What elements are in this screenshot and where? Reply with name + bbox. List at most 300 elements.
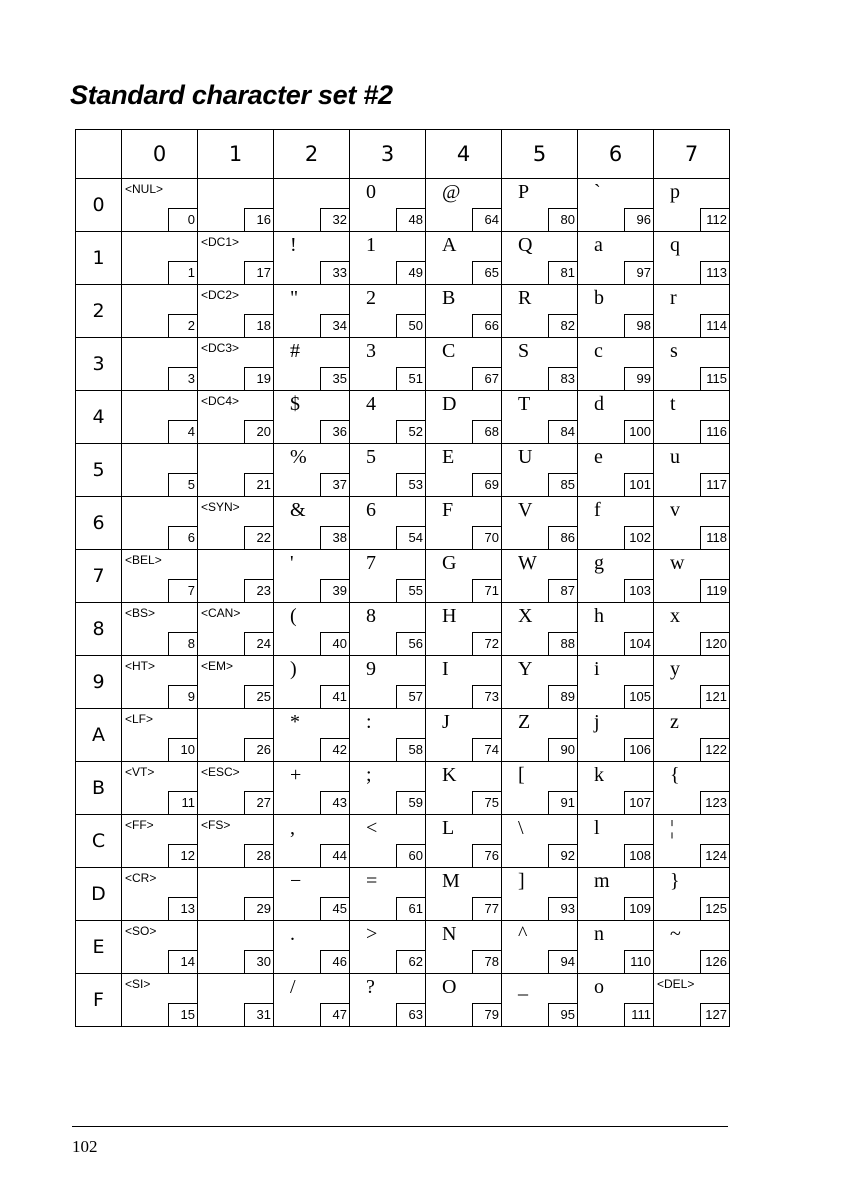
char-code-box: 15 bbox=[168, 1003, 198, 1027]
row-header-9: 9 bbox=[76, 656, 122, 709]
char-cell bbox=[350, 762, 426, 815]
table-row bbox=[76, 550, 730, 603]
char-code-box: 82 bbox=[548, 314, 578, 338]
char-glyph: I bbox=[442, 658, 449, 680]
char-glyph: _ bbox=[518, 976, 528, 998]
char-glyph: W bbox=[518, 552, 537, 574]
char-code-box: 25 bbox=[244, 685, 274, 709]
char-code-box: 113 bbox=[700, 261, 730, 285]
table-row bbox=[76, 921, 730, 974]
char-glyph: h bbox=[594, 605, 604, 627]
char-code-box: 59 bbox=[396, 791, 426, 815]
char-cell bbox=[426, 603, 502, 656]
char-code-box: 70 bbox=[472, 526, 502, 550]
char-glyph: # bbox=[290, 340, 300, 362]
char-cell bbox=[578, 497, 654, 550]
char-glyph: <SI> bbox=[125, 977, 151, 991]
char-code-box: 17 bbox=[244, 261, 274, 285]
char-glyph: d bbox=[594, 393, 604, 415]
char-glyph: 7 bbox=[366, 552, 376, 574]
char-cell bbox=[502, 550, 578, 603]
table-row bbox=[76, 285, 730, 338]
char-glyph: 6 bbox=[366, 499, 376, 521]
char-cell bbox=[274, 974, 350, 1027]
character-set-table bbox=[75, 129, 730, 1027]
char-glyph: < bbox=[366, 817, 378, 839]
column-header-6: 6 bbox=[578, 130, 654, 179]
char-glyph: <SYN> bbox=[201, 500, 240, 514]
char-code-box: 14 bbox=[168, 950, 198, 974]
char-cell bbox=[350, 444, 426, 497]
char-code-box: 114 bbox=[700, 314, 730, 338]
char-code-box: 47 bbox=[320, 1003, 350, 1027]
char-code-box: 63 bbox=[396, 1003, 426, 1027]
char-glyph: m bbox=[594, 870, 610, 892]
char-code-box: 103 bbox=[624, 579, 654, 603]
char-cell bbox=[350, 391, 426, 444]
char-code-box: 73 bbox=[472, 685, 502, 709]
char-code-box: 6 bbox=[168, 526, 198, 550]
char-cell bbox=[350, 921, 426, 974]
row-header-b: B bbox=[76, 762, 122, 815]
table-row bbox=[76, 974, 730, 1027]
char-glyph: G bbox=[442, 552, 457, 574]
char-code-box: 119 bbox=[700, 579, 730, 603]
char-code-box: 32 bbox=[320, 208, 350, 232]
char-code-box: 9 bbox=[168, 685, 198, 709]
char-code-box: 71 bbox=[472, 579, 502, 603]
char-code-box: 1 bbox=[168, 261, 198, 285]
char-code-box: 21 bbox=[244, 473, 274, 497]
char-code-box: 87 bbox=[548, 579, 578, 603]
char-cell bbox=[426, 921, 502, 974]
table-row bbox=[76, 868, 730, 921]
char-cell bbox=[350, 815, 426, 868]
char-cell bbox=[578, 974, 654, 1027]
char-code-box: 77 bbox=[472, 897, 502, 921]
row-header-d: D bbox=[76, 868, 122, 921]
char-code-box: 62 bbox=[396, 950, 426, 974]
table-row bbox=[76, 709, 730, 762]
char-cell bbox=[350, 338, 426, 391]
char-cell bbox=[122, 974, 198, 1027]
char-cell bbox=[122, 868, 198, 921]
char-glyph: X bbox=[518, 605, 533, 627]
char-code-box: 0 bbox=[168, 208, 198, 232]
char-code-box: 36 bbox=[320, 420, 350, 444]
char-cell bbox=[426, 550, 502, 603]
char-cell bbox=[350, 497, 426, 550]
char-glyph: ( bbox=[290, 605, 297, 627]
char-cell bbox=[198, 656, 274, 709]
char-glyph: ¦ bbox=[670, 817, 675, 839]
char-code-box: 127 bbox=[700, 1003, 730, 1027]
char-cell bbox=[198, 497, 274, 550]
char-glyph: ] bbox=[518, 870, 525, 892]
char-cell bbox=[426, 868, 502, 921]
char-code-box: 125 bbox=[700, 897, 730, 921]
char-glyph: $ bbox=[290, 393, 300, 415]
char-cell bbox=[654, 656, 730, 709]
char-glyph: C bbox=[442, 340, 456, 362]
char-code-box: 45 bbox=[320, 897, 350, 921]
char-cell bbox=[502, 497, 578, 550]
row-header-f: F bbox=[76, 974, 122, 1027]
char-cell bbox=[350, 179, 426, 232]
char-cell bbox=[502, 656, 578, 709]
char-cell bbox=[578, 338, 654, 391]
char-glyph: u bbox=[670, 446, 680, 468]
char-code-box: 51 bbox=[396, 367, 426, 391]
char-cell bbox=[654, 285, 730, 338]
char-glyph: r bbox=[670, 287, 677, 309]
char-glyph: <BEL> bbox=[125, 553, 162, 567]
char-glyph: p bbox=[670, 181, 680, 203]
row-header-0: 0 bbox=[76, 179, 122, 232]
char-cell bbox=[274, 285, 350, 338]
char-cell bbox=[426, 444, 502, 497]
char-cell bbox=[654, 338, 730, 391]
char-glyph: * bbox=[290, 711, 300, 733]
char-code-box: 124 bbox=[700, 844, 730, 868]
table-row bbox=[76, 762, 730, 815]
char-cell bbox=[274, 762, 350, 815]
char-code-box: 46 bbox=[320, 950, 350, 974]
char-code-box: 105 bbox=[624, 685, 654, 709]
char-glyph: % bbox=[290, 446, 307, 468]
char-code-box: 43 bbox=[320, 791, 350, 815]
char-glyph: o bbox=[594, 976, 604, 998]
char-glyph: ; bbox=[366, 764, 372, 786]
char-code-box: 104 bbox=[624, 632, 654, 656]
char-code-box: 100 bbox=[624, 420, 654, 444]
char-glyph: <VT> bbox=[125, 765, 155, 779]
char-code-box: 72 bbox=[472, 632, 502, 656]
char-glyph: K bbox=[442, 764, 457, 786]
table-row bbox=[76, 232, 730, 285]
char-code-box: 123 bbox=[700, 791, 730, 815]
row-header-2: 2 bbox=[76, 285, 122, 338]
char-cell bbox=[122, 444, 198, 497]
char-cell bbox=[578, 762, 654, 815]
char-cell bbox=[578, 179, 654, 232]
char-cell bbox=[198, 921, 274, 974]
char-glyph: v bbox=[670, 499, 680, 521]
table-row bbox=[76, 444, 730, 497]
char-cell bbox=[122, 391, 198, 444]
char-code-box: 101 bbox=[624, 473, 654, 497]
char-cell bbox=[654, 179, 730, 232]
char-cell bbox=[502, 391, 578, 444]
char-glyph: x bbox=[670, 605, 680, 627]
char-glyph: Y bbox=[518, 658, 533, 680]
char-cell bbox=[198, 179, 274, 232]
row-header-4: 4 bbox=[76, 391, 122, 444]
char-code-box: 23 bbox=[244, 579, 274, 603]
char-code-box: 106 bbox=[624, 738, 654, 762]
char-glyph: <BS> bbox=[125, 606, 156, 620]
row-header-e: E bbox=[76, 921, 122, 974]
char-cell bbox=[578, 656, 654, 709]
char-code-box: 92 bbox=[548, 844, 578, 868]
char-code-box: 33 bbox=[320, 261, 350, 285]
char-cell bbox=[350, 603, 426, 656]
char-glyph: : bbox=[366, 711, 372, 733]
char-glyph: <LF> bbox=[125, 712, 154, 726]
char-glyph: + bbox=[290, 764, 302, 786]
char-code-box: 96 bbox=[624, 208, 654, 232]
char-cell bbox=[122, 550, 198, 603]
char-glyph: <DC3> bbox=[201, 341, 240, 355]
table-row bbox=[76, 179, 730, 232]
char-glyph: ) bbox=[290, 658, 297, 680]
char-cell bbox=[578, 232, 654, 285]
char-cell bbox=[274, 179, 350, 232]
char-glyph: w bbox=[670, 552, 685, 574]
char-code-box: 10 bbox=[168, 738, 198, 762]
char-glyph: [ bbox=[518, 764, 525, 786]
char-glyph: <ESC> bbox=[201, 765, 240, 779]
char-glyph: a bbox=[594, 234, 603, 256]
table-row bbox=[76, 497, 730, 550]
column-header-3: 3 bbox=[350, 130, 426, 179]
char-cell bbox=[122, 603, 198, 656]
char-cell bbox=[274, 656, 350, 709]
char-code-box: 22 bbox=[244, 526, 274, 550]
char-code-box: 99 bbox=[624, 367, 654, 391]
char-cell bbox=[502, 338, 578, 391]
char-glyph: f bbox=[594, 499, 601, 521]
char-cell bbox=[578, 868, 654, 921]
char-cell bbox=[274, 550, 350, 603]
char-cell bbox=[198, 444, 274, 497]
char-glyph: { bbox=[670, 764, 680, 786]
char-code-box: 49 bbox=[396, 261, 426, 285]
char-code-box: 94 bbox=[548, 950, 578, 974]
char-code-box: 118 bbox=[700, 526, 730, 550]
char-cell bbox=[198, 868, 274, 921]
char-cell bbox=[654, 921, 730, 974]
char-cell bbox=[502, 444, 578, 497]
row-header-6: 6 bbox=[76, 497, 122, 550]
char-glyph: ? bbox=[366, 976, 375, 998]
char-cell bbox=[122, 232, 198, 285]
char-cell bbox=[274, 497, 350, 550]
char-cell bbox=[198, 232, 274, 285]
char-cell bbox=[426, 497, 502, 550]
row-header-3: 3 bbox=[76, 338, 122, 391]
char-cell bbox=[274, 444, 350, 497]
char-glyph: <DC2> bbox=[201, 288, 240, 302]
char-glyph: <HT> bbox=[125, 659, 156, 673]
char-glyph: <DC4> bbox=[201, 394, 240, 408]
column-header-1: 1 bbox=[198, 130, 274, 179]
char-code-box: 2 bbox=[168, 314, 198, 338]
char-glyph: B bbox=[442, 287, 456, 309]
page-title: Standard character set #2 bbox=[70, 80, 393, 110]
char-code-box: 110 bbox=[624, 950, 654, 974]
char-cell bbox=[426, 974, 502, 1027]
char-glyph: <CAN> bbox=[201, 606, 241, 620]
char-cell bbox=[274, 603, 350, 656]
char-code-box: 108 bbox=[624, 844, 654, 868]
char-cell bbox=[426, 285, 502, 338]
char-cell bbox=[654, 603, 730, 656]
char-code-box: 107 bbox=[624, 791, 654, 815]
char-code-box: 16 bbox=[244, 208, 274, 232]
table-row bbox=[76, 656, 730, 709]
char-glyph: T bbox=[518, 393, 531, 415]
char-glyph: <CR> bbox=[125, 871, 157, 885]
char-cell bbox=[122, 815, 198, 868]
char-code-box: 97 bbox=[624, 261, 654, 285]
column-header-4: 4 bbox=[426, 130, 502, 179]
char-glyph: ` bbox=[594, 181, 601, 203]
char-code-box: 50 bbox=[396, 314, 426, 338]
table-row bbox=[76, 338, 730, 391]
char-glyph: ^ bbox=[518, 923, 528, 945]
char-cell bbox=[274, 391, 350, 444]
char-code-box: 38 bbox=[320, 526, 350, 550]
char-glyph: c bbox=[594, 340, 603, 362]
char-cell bbox=[350, 868, 426, 921]
char-cell bbox=[578, 603, 654, 656]
row-header-1: 1 bbox=[76, 232, 122, 285]
char-cell bbox=[122, 762, 198, 815]
char-code-box: 54 bbox=[396, 526, 426, 550]
char-glyph: , bbox=[290, 817, 295, 839]
char-glyph: H bbox=[442, 605, 457, 627]
char-code-box: 19 bbox=[244, 367, 274, 391]
char-glyph: M bbox=[442, 870, 460, 892]
char-cell bbox=[198, 338, 274, 391]
char-code-box: 30 bbox=[244, 950, 274, 974]
char-code-box: 93 bbox=[548, 897, 578, 921]
char-cell bbox=[654, 232, 730, 285]
char-code-box: 89 bbox=[548, 685, 578, 709]
char-code-box: 40 bbox=[320, 632, 350, 656]
char-code-box: 69 bbox=[472, 473, 502, 497]
char-code-box: 74 bbox=[472, 738, 502, 762]
char-code-box: 122 bbox=[700, 738, 730, 762]
char-cell bbox=[426, 391, 502, 444]
column-header-7: 7 bbox=[654, 130, 730, 179]
char-glyph: = bbox=[366, 870, 378, 892]
char-code-box: 48 bbox=[396, 208, 426, 232]
char-glyph: Z bbox=[518, 711, 531, 733]
char-glyph: − bbox=[290, 870, 302, 892]
char-cell bbox=[122, 338, 198, 391]
char-cell bbox=[502, 815, 578, 868]
page-number: 102 bbox=[72, 1137, 98, 1156]
footer-rule bbox=[72, 1126, 728, 1127]
char-code-box: 34 bbox=[320, 314, 350, 338]
char-glyph: D bbox=[442, 393, 457, 415]
char-glyph: s bbox=[670, 340, 678, 362]
table-row bbox=[76, 815, 730, 868]
char-code-box: 29 bbox=[244, 897, 274, 921]
char-code-box: 98 bbox=[624, 314, 654, 338]
char-glyph: 0 bbox=[366, 181, 376, 203]
char-cell bbox=[502, 974, 578, 1027]
table-row bbox=[76, 391, 730, 444]
char-cell bbox=[350, 709, 426, 762]
char-code-box: 65 bbox=[472, 261, 502, 285]
char-cell bbox=[502, 709, 578, 762]
char-code-box: 20 bbox=[244, 420, 274, 444]
char-cell bbox=[502, 762, 578, 815]
char-cell bbox=[350, 974, 426, 1027]
row-header-a: A bbox=[76, 709, 122, 762]
char-code-box: 121 bbox=[700, 685, 730, 709]
char-glyph: 1 bbox=[366, 234, 376, 256]
char-cell bbox=[502, 921, 578, 974]
char-cell bbox=[502, 285, 578, 338]
char-cell bbox=[654, 444, 730, 497]
char-code-box: 26 bbox=[244, 738, 274, 762]
char-code-box: 88 bbox=[548, 632, 578, 656]
char-code-box: 13 bbox=[168, 897, 198, 921]
char-glyph: & bbox=[290, 499, 306, 521]
char-cell bbox=[502, 232, 578, 285]
char-code-box: 44 bbox=[320, 844, 350, 868]
char-code-box: 84 bbox=[548, 420, 578, 444]
char-glyph: z bbox=[670, 711, 679, 733]
char-cell bbox=[426, 815, 502, 868]
char-cell bbox=[198, 974, 274, 1027]
char-glyph: . bbox=[290, 923, 295, 945]
char-glyph: ~ bbox=[670, 923, 681, 945]
char-cell bbox=[502, 603, 578, 656]
char-glyph: 9 bbox=[366, 658, 376, 680]
char-glyph: \ bbox=[518, 817, 524, 839]
char-cell bbox=[426, 179, 502, 232]
char-glyph: R bbox=[518, 287, 532, 309]
char-glyph: @ bbox=[442, 181, 461, 203]
char-glyph: <NUL> bbox=[125, 182, 164, 196]
char-glyph: J bbox=[442, 711, 450, 733]
char-code-box: 75 bbox=[472, 791, 502, 815]
char-glyph: ' bbox=[290, 552, 294, 574]
char-cell bbox=[426, 338, 502, 391]
char-cell bbox=[274, 709, 350, 762]
char-code-box: 37 bbox=[320, 473, 350, 497]
char-code-box: 64 bbox=[472, 208, 502, 232]
char-cell bbox=[274, 815, 350, 868]
char-code-box: 31 bbox=[244, 1003, 274, 1027]
char-cell bbox=[654, 550, 730, 603]
char-code-box: 117 bbox=[700, 473, 730, 497]
char-code-box: 90 bbox=[548, 738, 578, 762]
char-code-box: 120 bbox=[700, 632, 730, 656]
char-cell bbox=[122, 709, 198, 762]
char-glyph: 5 bbox=[366, 446, 376, 468]
char-cell bbox=[274, 338, 350, 391]
char-glyph: b bbox=[594, 287, 604, 309]
char-cell bbox=[350, 285, 426, 338]
char-glyph: ! bbox=[290, 234, 297, 256]
char-code-box: 24 bbox=[244, 632, 274, 656]
char-cell bbox=[578, 391, 654, 444]
char-cell bbox=[654, 497, 730, 550]
char-cell bbox=[578, 709, 654, 762]
char-glyph: <DC1> bbox=[201, 235, 240, 249]
char-code-box: 109 bbox=[624, 897, 654, 921]
table-row bbox=[76, 603, 730, 656]
char-cell bbox=[578, 815, 654, 868]
char-cell bbox=[122, 921, 198, 974]
char-cell bbox=[198, 550, 274, 603]
